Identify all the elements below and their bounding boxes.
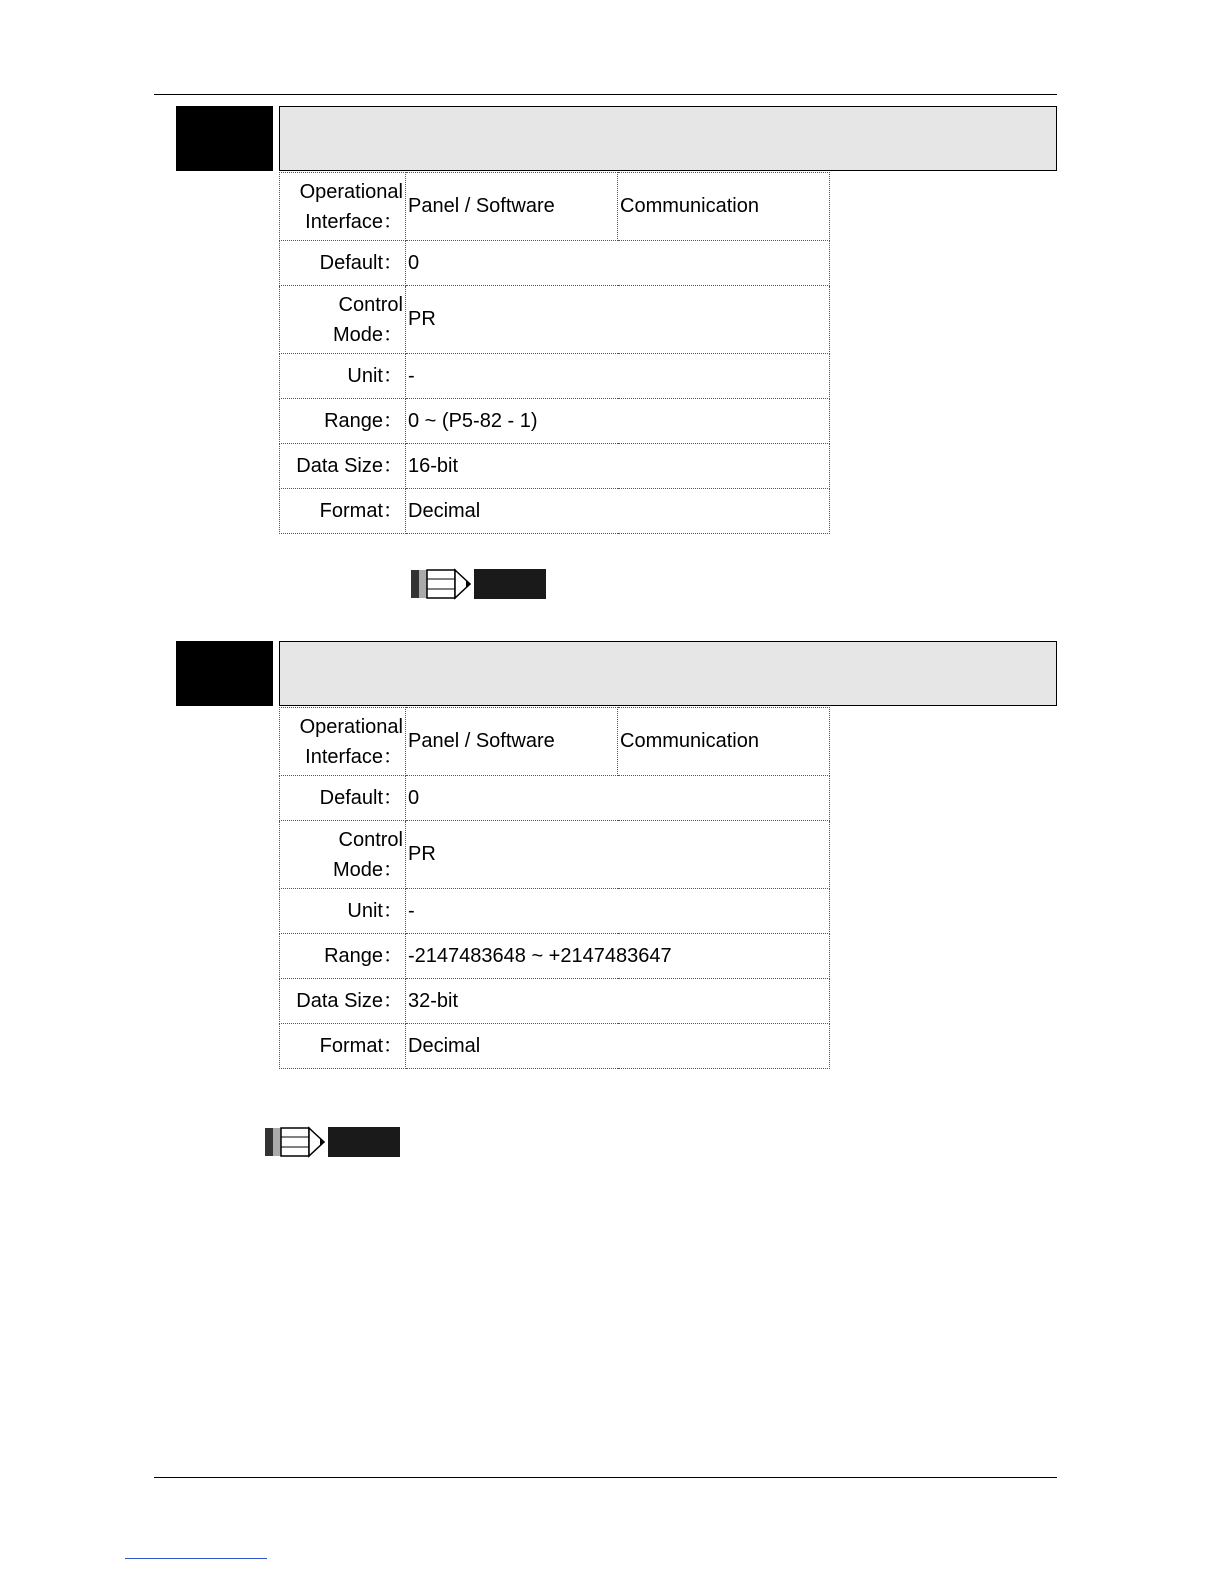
parameter-name-cell <box>372 106 828 171</box>
parameter-address-cell <box>827 106 1057 171</box>
range-value: -2147483648 ~ +2147483647 <box>406 934 830 979</box>
default-label: Default： <box>280 776 406 821</box>
unit-row <box>280 889 830 934</box>
format-row <box>280 489 830 534</box>
parameter-name-cell <box>372 641 828 706</box>
format-label: Format： <box>280 489 406 534</box>
format-row <box>280 1024 830 1069</box>
data-size-label: Data Size： <box>280 444 406 489</box>
interface-row <box>280 173 830 241</box>
parameter-code-tab <box>176 106 273 171</box>
note-marker-1 <box>410 568 474 600</box>
control-mode-label: Control Mode： <box>280 821 406 889</box>
pencil-note-icon <box>410 568 474 600</box>
interface-comm: Communication <box>618 173 830 241</box>
note-label-box <box>328 1127 400 1157</box>
default-value: 0 <box>406 776 830 821</box>
format-value: Decimal <box>406 1024 830 1069</box>
parameter-properties-table <box>279 172 830 534</box>
footer-link-underline[interactable] <box>125 1558 267 1559</box>
default-label: Default： <box>280 241 406 286</box>
control-mode-row <box>280 286 830 354</box>
default-row <box>280 241 830 286</box>
unit-value: - <box>406 354 830 399</box>
parameter-header <box>176 641 1058 706</box>
interface-comm: Communication <box>618 708 830 776</box>
interface-panel: Panel / Software <box>406 173 618 241</box>
note-marker-2 <box>264 1126 328 1158</box>
control-mode-label: Control Mode： <box>280 286 406 354</box>
format-value: Decimal <box>406 489 830 534</box>
format-label: Format： <box>280 1024 406 1069</box>
default-value: 0 <box>406 241 830 286</box>
range-row <box>280 934 830 979</box>
data-size-label: Data Size： <box>280 979 406 1024</box>
control-mode-row <box>280 821 830 889</box>
control-mode-value: PR <box>406 286 830 354</box>
parameter-block-2 <box>176 641 1058 1057</box>
range-row <box>280 399 830 444</box>
parameter-address-cell <box>827 641 1057 706</box>
parameter-abbr-cell <box>279 641 374 706</box>
pencil-note-icon <box>264 1126 328 1158</box>
interface-label: Operational Interface： <box>280 173 406 241</box>
data-size-row <box>280 444 830 489</box>
range-label: Range： <box>280 934 406 979</box>
data-size-value: 32-bit <box>406 979 830 1024</box>
interface-panel: Panel / Software <box>406 708 618 776</box>
range-label: Range： <box>280 399 406 444</box>
parameter-code-tab <box>176 641 273 706</box>
interface-row <box>280 708 830 776</box>
control-mode-value: PR <box>406 821 830 889</box>
unit-label: Unit： <box>280 354 406 399</box>
parameter-header <box>176 106 1058 171</box>
footer-rule <box>154 1477 1057 1478</box>
data-size-row <box>280 979 830 1024</box>
parameter-properties-table <box>279 707 830 1069</box>
header-rule <box>154 94 1057 95</box>
interface-label: Operational Interface： <box>280 708 406 776</box>
parameter-abbr-cell <box>279 106 374 171</box>
default-row <box>280 776 830 821</box>
unit-label: Unit： <box>280 889 406 934</box>
note-label-box <box>474 569 546 599</box>
unit-value: - <box>406 889 830 934</box>
range-value: 0 ~ (P5-82 - 1) <box>406 399 830 444</box>
unit-row <box>280 354 830 399</box>
parameter-block-1 <box>176 106 1058 522</box>
data-size-value: 16-bit <box>406 444 830 489</box>
